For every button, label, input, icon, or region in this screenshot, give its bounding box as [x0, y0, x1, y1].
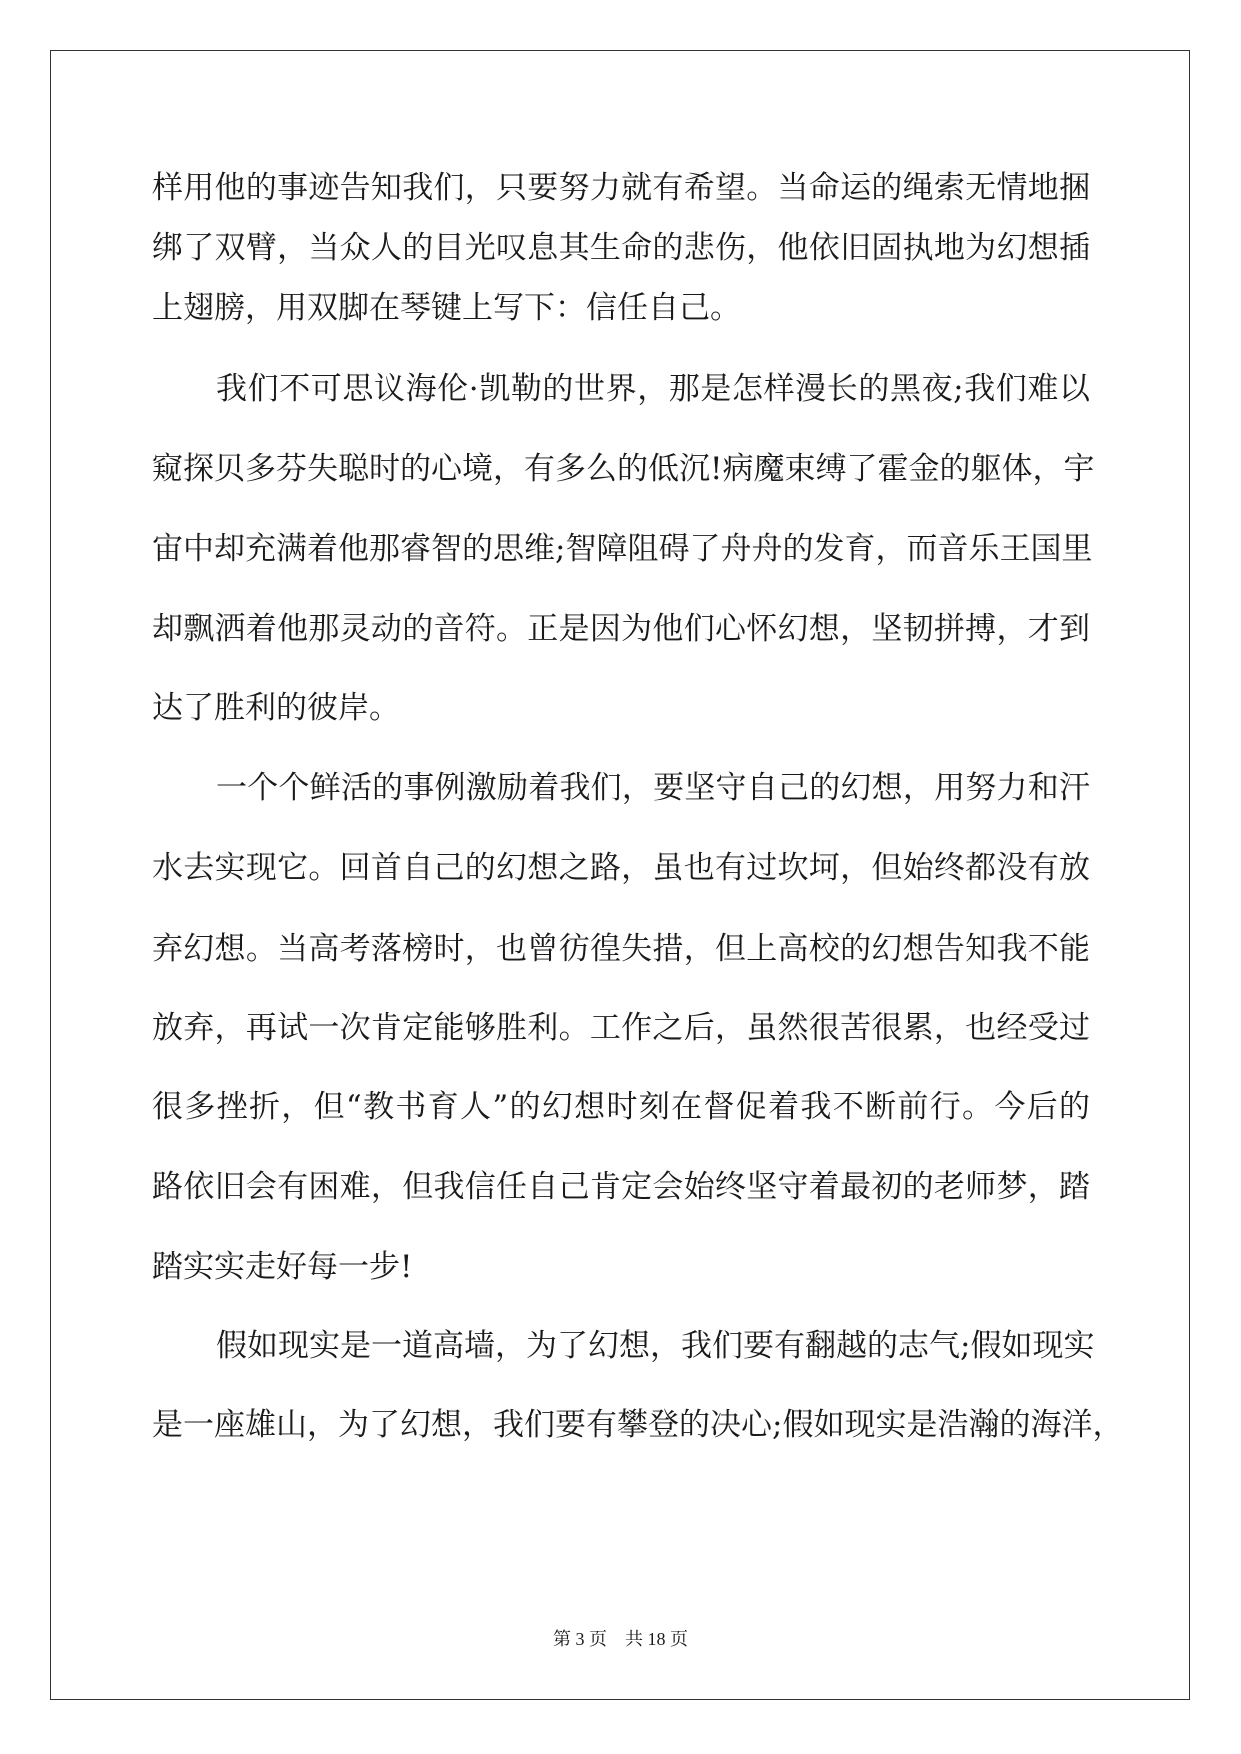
text-line: 一个个鲜活的事例激励着我们，要坚守自己的幻想，用努力和汗 — [216, 770, 1090, 806]
text-line: 假如现实是一道高墙，为了幻想，我们要有翻越的志气;假如现实 — [216, 1328, 1095, 1364]
text-line: 窥探贝多芬失聪时的心境，有多么的低沉!病魔束缚了霍金的躯体，宇 — [152, 451, 1095, 487]
text-line: 样用他的事迹告知我们，只要努力就有希望。当命运的绳索无情地捆 — [152, 170, 1090, 206]
text-line: 宙中却充满着他那睿智的思维;智障阻碍了舟舟的发育，而音乐王国里 — [152, 531, 1093, 567]
text-line: 是一座雄山，为了幻想，我们要有攀登的决心;假如现实是浩瀚的海洋， — [152, 1407, 1124, 1443]
text-line: 路依旧会有困难，但我信任自己肯定会始终坚守着最初的老师梦，踏 — [152, 1169, 1090, 1205]
text-line: 我们不可思议海伦·凯勒的世界，那是怎样漫长的黑夜;我们难以 — [216, 371, 1090, 407]
text-line: 踏实实走好每一步! — [152, 1249, 413, 1285]
text-line: 绑了双臂，当众人的目光叹息其生命的悲伤，他依旧固执地为幻想插 — [152, 230, 1090, 266]
text-line: 水去实现它。回首自己的幻想之路，虽也有过坎坷，但始终都没有放 — [152, 850, 1090, 886]
text-line: 达了胜利的彼岸。 — [152, 690, 400, 726]
text-line: 放弃，再试一次肯定能够胜利。工作之后，虽然很苦很累，也经受过 — [152, 1010, 1090, 1046]
text-line: 弃幻想。当高考落榜时，也曾彷徨失措，但上高校的幻想告知我不能 — [152, 931, 1090, 967]
text-line: 却飘洒着他那灵动的音符。正是因为他们心怀幻想，坚韧拼搏，才到 — [152, 611, 1090, 647]
text-line: 上翅膀，用双脚在琴键上写下：信任自己。 — [152, 290, 741, 326]
text-line: 很多挫折，但“教书育人”的幻想时刻在督促着我不断前行。今后的 — [152, 1089, 1090, 1125]
page-number: 第 3 页 共 18 页 — [553, 1629, 688, 1649]
